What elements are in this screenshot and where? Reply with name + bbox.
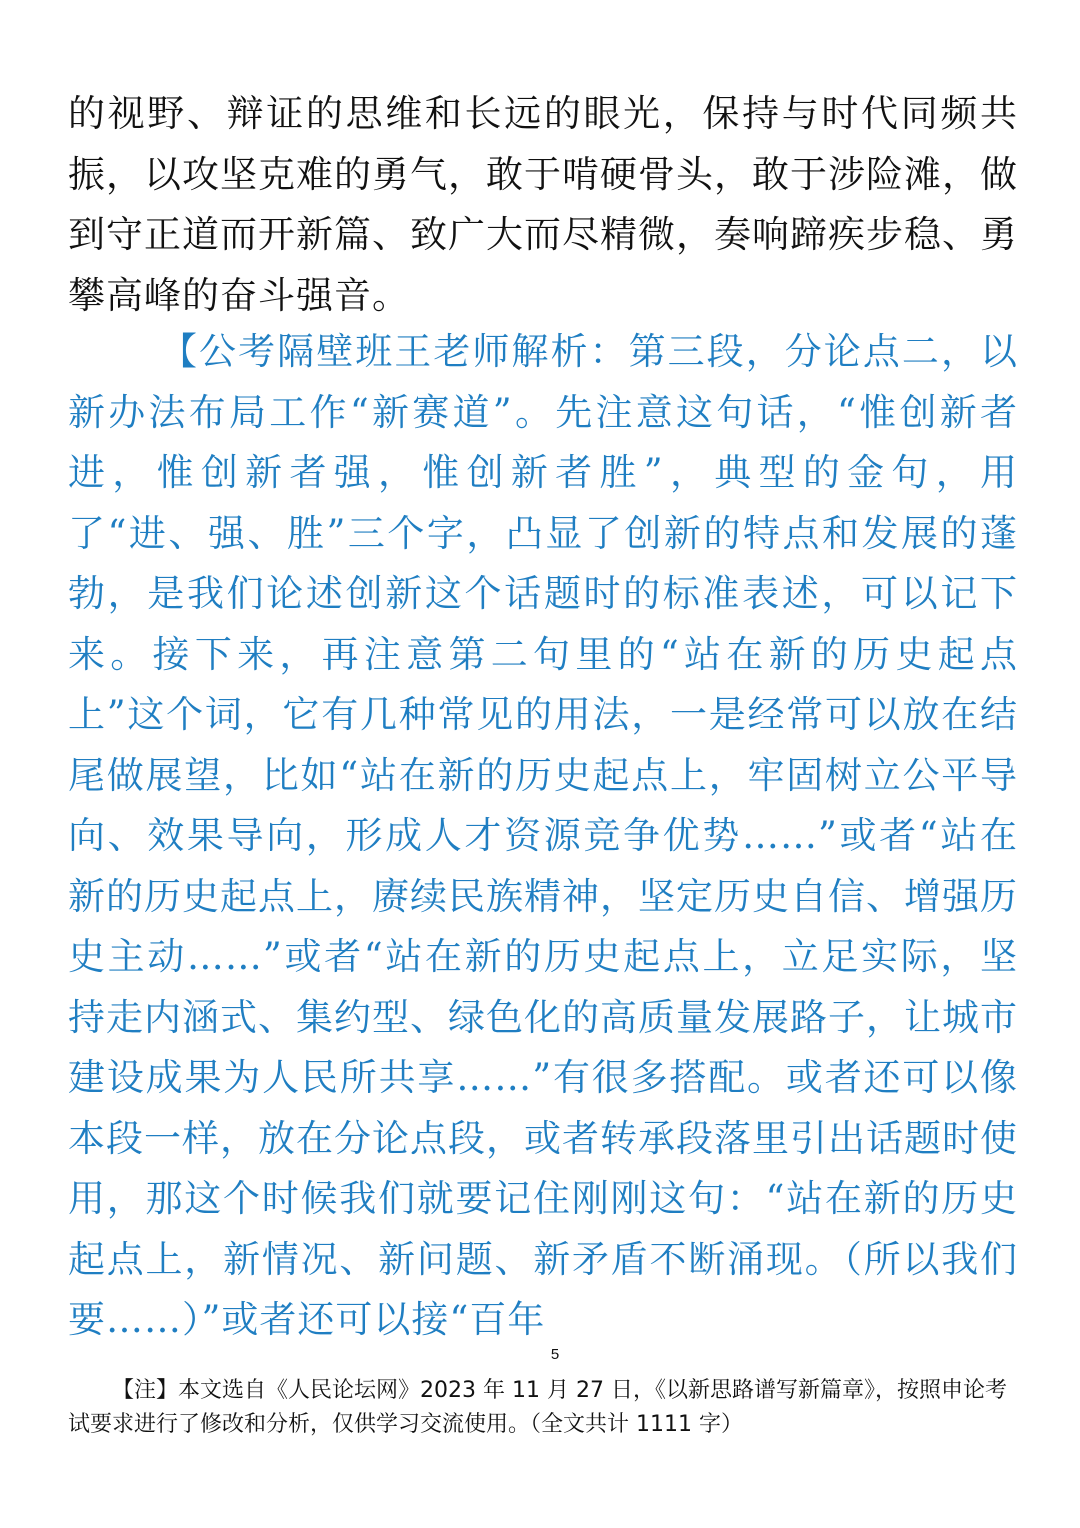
page-number: 5 <box>550 1346 560 1363</box>
body-paragraph: 的视野、辩证的思维和长远的眼光，保持与时代同频共振，以攻坚克难的勇气，敢于啃硬骨头，敢于涉险滩，做到守正道而开新篇、致广大而尽精微，奏响蹄疾步稳、勇攀高峰的奋斗强音。 <box>68 92 1018 317</box>
footnote: 【注】本文选自《人民论坛网》2023 年 11 月 27 日，《以新思路谱写新篇章》，按照申论考试要求进行了修改和分析，仅供学习交流使用。（全文共计 1111 字） <box>68 1378 1007 1437</box>
analysis-paragraph: 【公考隔壁班王老师解析：第三段，分论点二，以新办法布局工作“新赛道”。先注意这句话，“惟创新者进，惟创新者强，惟创新者胜”，典型的金句，用了“进、强、胜”三个字，凸显了创新的特点和发展的蓬勃，是我们论述创新这个话题时的标准表述，可以记下来。接下来，再注意第二句里的“站在新的历史起点上”这个词，它有几种常见的用法，一是经常可以放在结尾做展望，比如“站在新的历史起点上，牢固树立公平导向、效果导向，形成人才资源竞争优势……”或者“站在新的历史起点上，赓续民族精神，坚定历史自信、增强历史主动……”或者“站在新的历史起点上，立足实际，坚持走内涵式、集约型、绿色化的高质量发展路子，让城市建设成果为人民所共享……”有很多搭配。或者还可以像本段一样，放在分论点段，或者转承段落里引出话题时使用，那这个时候我们就要记住刚刚这句：“站在新的历史起点上，新情况、新问题、新矛盾不断涌现。（所以我们要……）”或者还可以接“百年 <box>68 330 1018 1341</box>
